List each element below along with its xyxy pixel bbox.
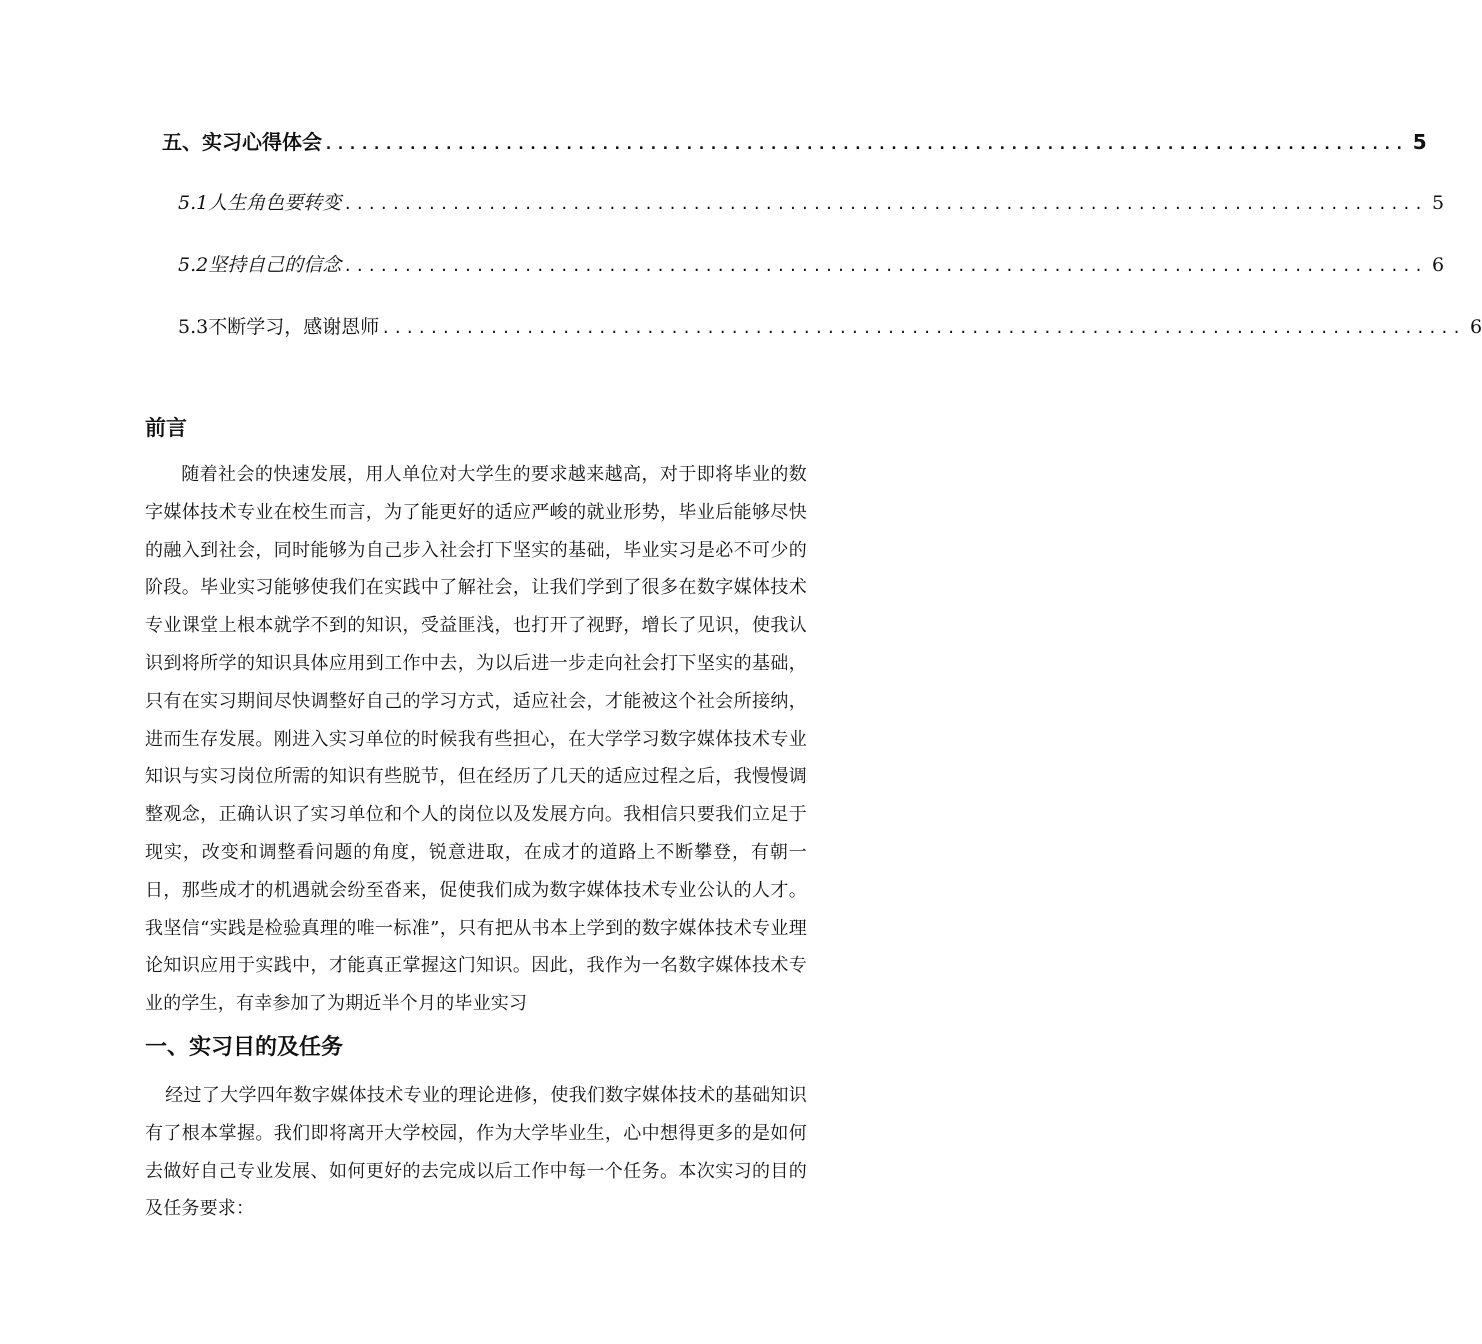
preface-paragraph-text: 随着社会的快速发展，用人单位对大学生的要求越来越高，对于即将毕业的数字媒体技术专业在校生而言，为了能更好的适应严峻的就业形势，毕业后能够尽快的融入到社会，同时能够为自己步入社会打下坚实的基础，毕业实习是必不可少的阶段。毕业实习能够使我们在实践中了解社会，让我们学到了很多在数字媒体技术专业课堂上根本就学不到的知识，受益匪浅，也打开了视野，增长了见识，使我认识到将所学的知识具体应用到工作中去，为以后进一步走向社会打下坚实的基础，只有在实习期间尽快调整好自己的学习方式，适应社会，才能被这个社会所接纳，进而生存发展。刚进入实习单位的时候我有些担心，在大学学习数字媒体技术专业知识与实习岗位所需的知识有些脱节，但在经历了几天的适应过程之后，我慢慢调整观念，正确认识了实习单位和个人的岗位以及发展方向。我相信只要我们立足于现实，改变和调整看问题的角度，锐意进取，在成才的道路上不断攀登，有朝一日，那些成才的机遇就会纷至沓来，促使我们成为数字媒体技术专业公认的人才。我坚信“实践是检验真理的唯一标准”，只有把从书本上学到的数字媒体技术专业理论知识应用于实践中，才能真正掌握这门知识。因此，我作为一名数字媒体技术专业的学生，有幸参加了为期近半个月的毕业实习 bbox=[145, 464, 807, 1015]
toc-page-number: 6 bbox=[1470, 316, 1482, 338]
toc-entry-label: 5.2坚持自己的信念 bbox=[178, 254, 342, 276]
section-1-paragraph bbox=[145, 1077, 807, 1227]
toc-dot-leader: .......................................................................................... bbox=[324, 135, 1407, 153]
toc-entry-label: 5.1人生角色要转变 bbox=[178, 192, 342, 214]
toc-page-number: 5 bbox=[1412, 130, 1427, 154]
preface-heading: 前言 bbox=[145, 416, 187, 440]
toc-entry-5-3[interactable] bbox=[178, 312, 1482, 346]
toc-entry-label: 5.3不断学习，感谢恩师 bbox=[178, 316, 380, 338]
section-1-paragraph-text: 经过了大学四年数字媒体技术专业的理论进修，使我们数字媒体技术的基础知识有了根本掌握。我们即将离开大学校园，作为大学毕业生，心中想得更多的是如何去做好自己专业发展、如何更好的去完成以后工作中每一个任务。本次实习的目的及任务要求： bbox=[145, 1085, 807, 1220]
toc-page-number: 5 bbox=[1432, 192, 1445, 214]
toc-entry-5-1[interactable] bbox=[178, 188, 1445, 222]
section-1-heading: 一、实习目的及任务 bbox=[145, 1035, 344, 1060]
toc-dot-leader: .......................................................................................... bbox=[343, 195, 1426, 213]
toc-entry-5-2[interactable] bbox=[178, 250, 1445, 284]
preface-paragraph bbox=[145, 456, 807, 1026]
toc-dot-leader: .......................................................................................... bbox=[381, 319, 1464, 337]
toc-entry-main[interactable] bbox=[162, 126, 1427, 160]
toc-entry-label: 五、实习心得体会 bbox=[162, 130, 322, 154]
toc-page-number: 6 bbox=[1432, 254, 1445, 276]
toc-dot-leader: .......................................................................................... bbox=[343, 257, 1426, 275]
